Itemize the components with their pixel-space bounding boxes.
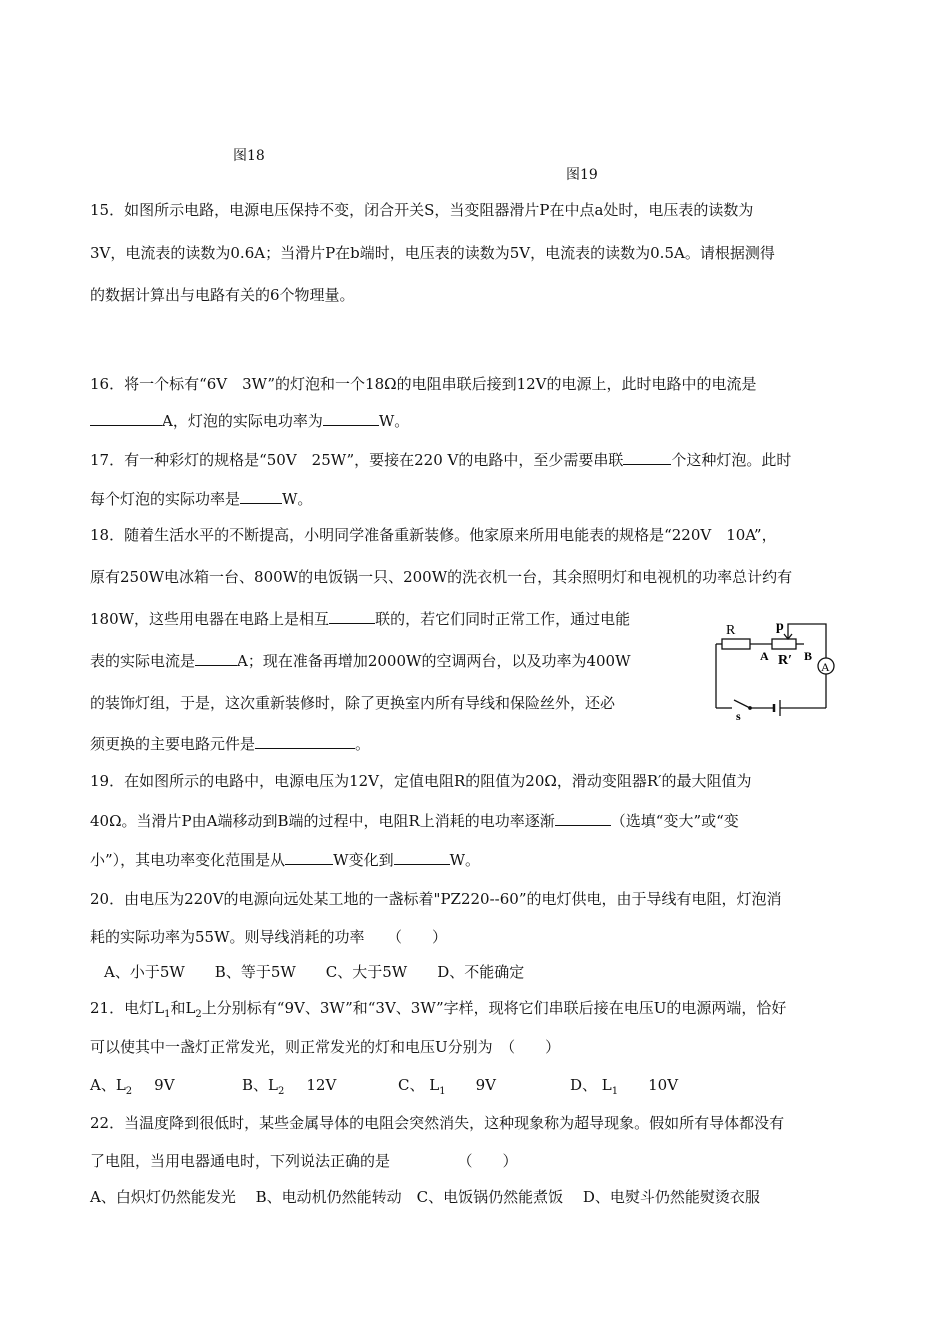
answer-blank[interactable] bbox=[329, 609, 375, 624]
answer-blank[interactable] bbox=[555, 811, 611, 826]
q19-line: 40Ω。当滑片P由A端移动到B端的过程中，电阻R上消耗的电功率逐渐 （选填“变大”或“变 bbox=[90, 812, 739, 830]
q18-line: 的装饰灯组，于是，这次重新装修时，除了更换室内所有导线和保险丝外，还必 bbox=[90, 694, 616, 712]
q22-options: A、白炽灯仍然能发光 B、电动机仍然能转动 C、电饭锅仍然能煮饭 D、电熨斗仍然能熨烫衣服 bbox=[90, 1188, 760, 1206]
label-P: p bbox=[776, 619, 784, 634]
q20-line: 耗的实际功率为55W。则导线消耗的功率 （ ） bbox=[90, 928, 448, 946]
label-R: R bbox=[726, 623, 736, 638]
switch-blade bbox=[734, 700, 750, 708]
answer-blank[interactable] bbox=[285, 850, 333, 865]
q15-line: 的数据计算出与电路有关的6个物理量。 bbox=[90, 286, 355, 304]
q16-line: 16．将一个标有“6V 3W”的灯泡和一个18Ω的电阻串联后接到12V的电源上，此时电路中的电流是 bbox=[90, 375, 757, 393]
q18-line: 180W，这些用电器在电路上是相互 联的，若它们同时正常工作，通过电能 bbox=[90, 610, 631, 628]
q20-line: 20．由电压为220V的电源向远处某工地的一盏标着"PZ220--60”的电灯供电，由于导线有电阻，灯泡消 bbox=[90, 890, 782, 908]
label-ammeter: A bbox=[821, 660, 830, 674]
q21-option-d: D、 $L_1$ 10V bbox=[570, 1076, 679, 1097]
resistor-R bbox=[722, 639, 750, 649]
figure-18-caption: 图18 bbox=[233, 148, 265, 164]
q17-line: 每个灯泡的实际功率是 W。 bbox=[90, 490, 313, 508]
answer-blank[interactable] bbox=[323, 411, 379, 426]
q22-line: 22．当温度降到很低时，某些金属导体的电阻会突然消失，这种现象称为超导现象。假如所有导体都没有 bbox=[90, 1114, 785, 1132]
q18-line: 18．随着生活水平的不断提高，小明同学准备重新装修。他家原来所用电能表的规格是“220V 10A”， bbox=[90, 526, 777, 544]
q19-line: 19．在如图所示的电路中，电源电压为12V，定值电阻R的阻值为20Ω，滑动变阻器R′的最大阻值为 bbox=[90, 772, 752, 790]
label-A-end: A bbox=[760, 649, 769, 663]
q21-option-c: C、 $L_1$ 9V bbox=[398, 1076, 496, 1097]
answer-blank[interactable] bbox=[394, 850, 450, 865]
q16-line: A，灯泡的实际电功率为 W。 bbox=[90, 411, 409, 431]
q18-line: 须更换的主要电路元件是 。 bbox=[90, 735, 371, 753]
q15-line: 15．如图所示电路，电源电压保持不变，闭合开关S，当变阻器滑片P在中点a处时，电压表的读数为 bbox=[90, 201, 754, 219]
answer-blank[interactable] bbox=[623, 450, 671, 465]
q15-line: 3V，电流表的读数为0.6A；当滑片P在b端时，电压表的读数为5V，电流表的读数为0.5A。请根据测得 bbox=[90, 244, 775, 262]
label-switch: s bbox=[736, 709, 741, 722]
q20-options: A、小于5W B、等于5W C、大于5W D、不能确定 bbox=[104, 963, 525, 981]
q21-option-a: A、$L_2$ 9V bbox=[90, 1076, 175, 1097]
answer-blank[interactable] bbox=[255, 734, 355, 749]
circuit-diagram bbox=[708, 614, 848, 722]
q17-line: 17．有一种彩灯的规格是“50V 25W”，要接在220 V的电路中，至少需要串联 个这种灯泡。此时 bbox=[90, 451, 792, 469]
answer-blank[interactable] bbox=[90, 411, 162, 426]
label-Rprime: R′ bbox=[778, 653, 793, 668]
q21-option-b: B、$L_2$ 12V bbox=[242, 1076, 337, 1097]
q21-line: 可以使其中一盏灯正常发光，则正常发光的灯和电压U分别为 （ ） bbox=[90, 1038, 561, 1056]
figure-19-caption: 图19 bbox=[566, 167, 598, 183]
rheostat-Rp bbox=[772, 639, 796, 649]
answer-blank[interactable] bbox=[195, 651, 237, 666]
switch-contact bbox=[749, 707, 751, 709]
q22-line: 了电阻，当用电器通电时，下列说法正确的是 （ ） bbox=[90, 1152, 518, 1170]
answer-blank[interactable] bbox=[240, 489, 282, 504]
q21-line: 21．电灯$L_1$和$L_2$上分别标有“9V、3W”和“3V、3W”字样，现将它们串联后接在电压U的电源两端，恰好 bbox=[90, 999, 787, 1020]
q19-line: 小”），其电功率变化范围是从 W变化到 W。 bbox=[90, 851, 481, 869]
q18-line: 原有250W电冰箱一台、800W的电饭锅一只、200W的洗衣机一台，其余照明灯和电视机的功率总计约有 bbox=[90, 568, 793, 586]
label-B-end: B bbox=[804, 649, 813, 663]
q18-line: 表的实际电流是 A；现在准备再增加2000W的空调两台，以及功率为400W bbox=[90, 652, 631, 670]
